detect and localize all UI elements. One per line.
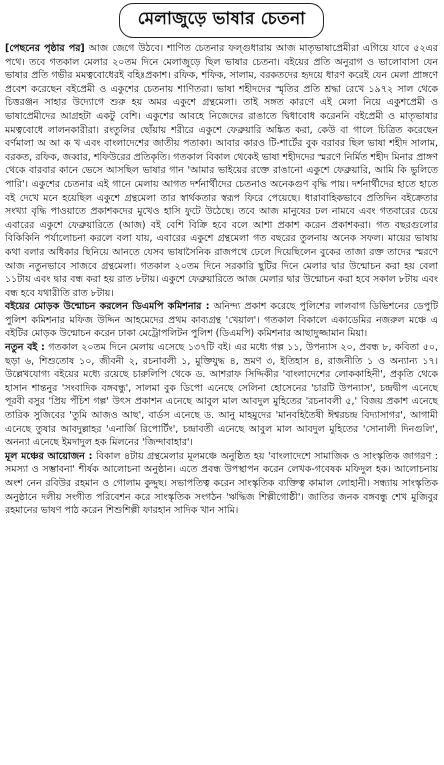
lead-text: আজ জেগে উঠবে। শাণিত চেতনার ফল্গুধারায় আজ মাতৃভাষাপ্রেমীরা এগিয়ে যাবে ৫২এর পথে। তবে গতকাল মেলার ২০তম দিনে মেলাজুড়ে ছিল ভাষার চেতনা। বইয়ের প্রতি অনুরাগ ও ভালোবাসা যেন ভাষার প্রতি গভীর মমত্ববোধেরই বহিঃপ্রকাশ। রফিক, শফিক, সালাম, বরকতদের হৃদয়ে ধারণ করেই যেন মেলা প্রাঙ্গণে প্রবেশ করেছেন বইপ্রেমী ও একুশের চেতনায় শাণিতরা। ভাষা শহীদদের স্মৃতির প্রতি শ্রদ্ধা রেখে ১৯৭২ সাল থেকে চিত্তরঞ্জন সাহার উদ্যোগে শুরু হয় অমর একুশে গ্রন্থমেলা। তাই সঙ্গত কারণে এই মেলা নিয়ে একুশপ্রেমী ও ভাষাপ্রেমীদের আগ্রহটা একটু বেশি। একুশের আবহে নিজেদের রাঙাতে দ্বিধাবোধ করেননি বইপ্রেমী ও মাতৃভাষার মমত্ববোধে লালনকারীরা। রংতুলির ছোঁয়ায় শরীরে একুশে ফেব্রুয়ারি অঙ্কিত করা, কেউ বা গালে চিত্রিত করেছেন বর্ণমালা অ আ ক খ এবং বাংলাদেশের জাতীয় পতাকা। আবার কারও টি-শার্টের বুক বরাবর ছিল ভাষা শহীদ সালাম, বরকত, রফিক, জব্বার, শফিউরের প্রতিকৃতি। গতকাল বিকাল থেকেই ভাষা শহীদদের স্মরণে নির্মিত শহীদ মিনার প্রাঙ্গণ থেকে বারবার কানে ভেসে আসছিল ভাষার গান 'আমার ভাইয়ের রক্তে রাঙানো একুশে ফেব্রুয়ারি, আমি কি ভুলিতে পারি'। একুশের চেতনার এই গানে মেলায় আগত দর্শনার্থীদের চেতনাও অনেকগুণ বৃদ্ধি পায়। দর্শনার্থীদের হাতে হাতে বই দেখে মনে হয়েছিল একুশে গ্রন্থমেলা তার স্বার্থকতার স্বরূপ ফিরে পেয়েছে। ধারাবাহিকভাবে প্রতিদিন বইক্রেতার সংখ্যা বৃদ্ধি পাওয়াতে প্রকাশকদের মুখেও হাসি ফুটে উঠেছে। তবে আজ মানুষের ঢল নামবে এবং গতবারের চেয়ে এবারের একুশে ফেব্রুয়ারিতে (আজ) বই বেশি বিক্রি হবে বলে আশা প্রকাশ করেন প্রকাশকরা। গত বছরগুলোর বিকিকিনি পর্যালোচনা করলে বলা যায়, এবারের একুশে গ্রন্থমেলা গত বছরের তুলনায় অনেক সফল। মায়ের ভাষায় কথা বলার অধিকার ছিনিয়ে আনতে যেসব ভাষাসৈনিক রাজপথে ঢেলে দিয়েছিলেন বুকের তাজা রক্ত তাদের স্মরণে আজ নতুনভাবে সাজবে গ্রন্থমেলা। গতকাল ২০তম দিনে সরকারি ছুটির দিনে মেলার দ্বার উন্মোচন করা হয় বেলা ১১টায় এবং দ্বার বন্ধ করা হয় রাত ৮টায়। একুশে ফেব্রুয়ারিতে আজ মেলার দ্বার উন্মোচন করা হবে সকাল ৮টায় এবং বন্ধ হবে যথারীতি রাত ৮টায়। — [5, 43, 438, 299]
lead-paragraph — [5, 42, 438, 300]
section-text-new-books: গতকাল ২০তম দিনে মেলায় এসেছে ১৩৭টি বই। এর মধ্যে গল্প ১১, উপন্যাস ২০, প্রবন্ধ ৮, কবিতা ৫০, ছড়া ৬, শিশুতোষ ১০, জীবনী ২, রচনাবলী ১, মুক্তিযুদ্ধ ৪, ভ্রমণ ৩, ইতিহাস ৪, রাজনীতি ১ ও অন্যান্য ১৭। উল্লেখযোগ্য বইয়ের মধ্যে রয়েছে চারুলিপি থেকে ড. আশরাফ সিদ্দিকীর 'বাংলাদেশের লোককাহিনী', প্রকৃতি থেকে হাসান শান্তনুর 'সংবাদিক বঙ্গবন্ধু', সালমা বুক ডিপো এনেছে সেলিনা হোসেনের 'চারটি উপন্যাস', চন্দ্রদ্বীপ এনেছে পূরবী বসুর 'প্রিয় পঁচিশ গল্প' উৎস প্রকাশন এনেছে আবুল মাল আবদুল মুহিতের 'রচনাবলী ৫,' বিজয় প্রকাশ এনেছে তারিক সুজিবের 'তুমি আজও আছ', বার্ডস এনেছে ড. আনু মাহমুদের 'মানবহিতৈষী ঈশ্বরচন্দ্র বিদ্যাসাগর', আগামী এনেছে তুষার আবদুল্লাহর 'এনার্জি রিপোর্টিং', চন্দ্রাবতী এনেছে আবুল মাল আবদুল মুহিতের 'সোনালী দিনগুলি', অনন্যা এনেছে ইমদাদুল হক মিলনের 'জিন্দাবাহার'। — [5, 342, 438, 449]
continued-from-label: [পেছনের পৃষ্ঠার পর] — [5, 43, 85, 54]
section-text-book-launch: অনিন্দ্য প্রকাশ করেছে পুলিশের লালবাগ ডিভিশনের ডেপুটি পুলিশ কমিশনার মফিজ উদ্দিন আহমেদের প্রথম কাব্যগ্রন্থ 'খেয়াল'। গতকাল বিকালে একাডেমির নজরুল মঞ্চে এ বইটির মোড়ক উন্মোচন করেন ঢাকা মেট্রোপলিটন পুলিশ (ডিএমপি) কমিশনার আছাদুজ্জামান মিয়া। — [5, 301, 438, 340]
section-text-main-stage: বিকাল ৪টায় গ্রন্থমেলার মূলমঞ্চে অনুষ্ঠিত হয় 'বাংলাদেশে সামাজিক ও সাংস্কৃতিক জাগরণ : সমস্যা ও সম্ভাবনা' শীর্ষক আলোচনা অনুষ্ঠান। এতে প্রবন্ধ উপস্থাপন করেন লেখক-গবেষক মফিদুল হক। আলোচনায় অংশ নেন রবিউর রহমান ও গোলাম কুদ্দুছ। সভাপতিত্ব করেন সাংস্কৃতিক ব্যক্তিত্ব কামাল লোহানী। সন্ধ্যায় সাংস্কৃতিক অনুষ্ঠানে দলীয় সংগীত পরিবেশন করে সাংস্কৃতিক সংগঠন 'ঋদ্ধিজ শিল্পীগোষ্ঠী'। জাতির জনক বঙ্গবন্ধু শেখ মুজিবুর রহমানের ভাষণ পাঠ করেন শিশুশিল্পী ফারহান সাদিক খান সামি। — [5, 450, 438, 517]
section-paragraph — [5, 341, 438, 450]
section-paragraph — [5, 450, 438, 518]
section-paragraph — [5, 300, 438, 341]
article-headline: মেলাজুড়ে ভাষার চেতনা — [119, 3, 325, 38]
headline-box — [5, 3, 438, 38]
section-head-book-launch: বইয়ের মোড়ক উন্মোচন করলেন ডিএমপি কমিশনার : — [5, 301, 210, 313]
section-head-new-books: নতুন বই : — [5, 342, 45, 354]
section-head-main-stage: মূল মঞ্চের আয়োজন : — [5, 450, 93, 462]
article-body — [5, 42, 438, 518]
